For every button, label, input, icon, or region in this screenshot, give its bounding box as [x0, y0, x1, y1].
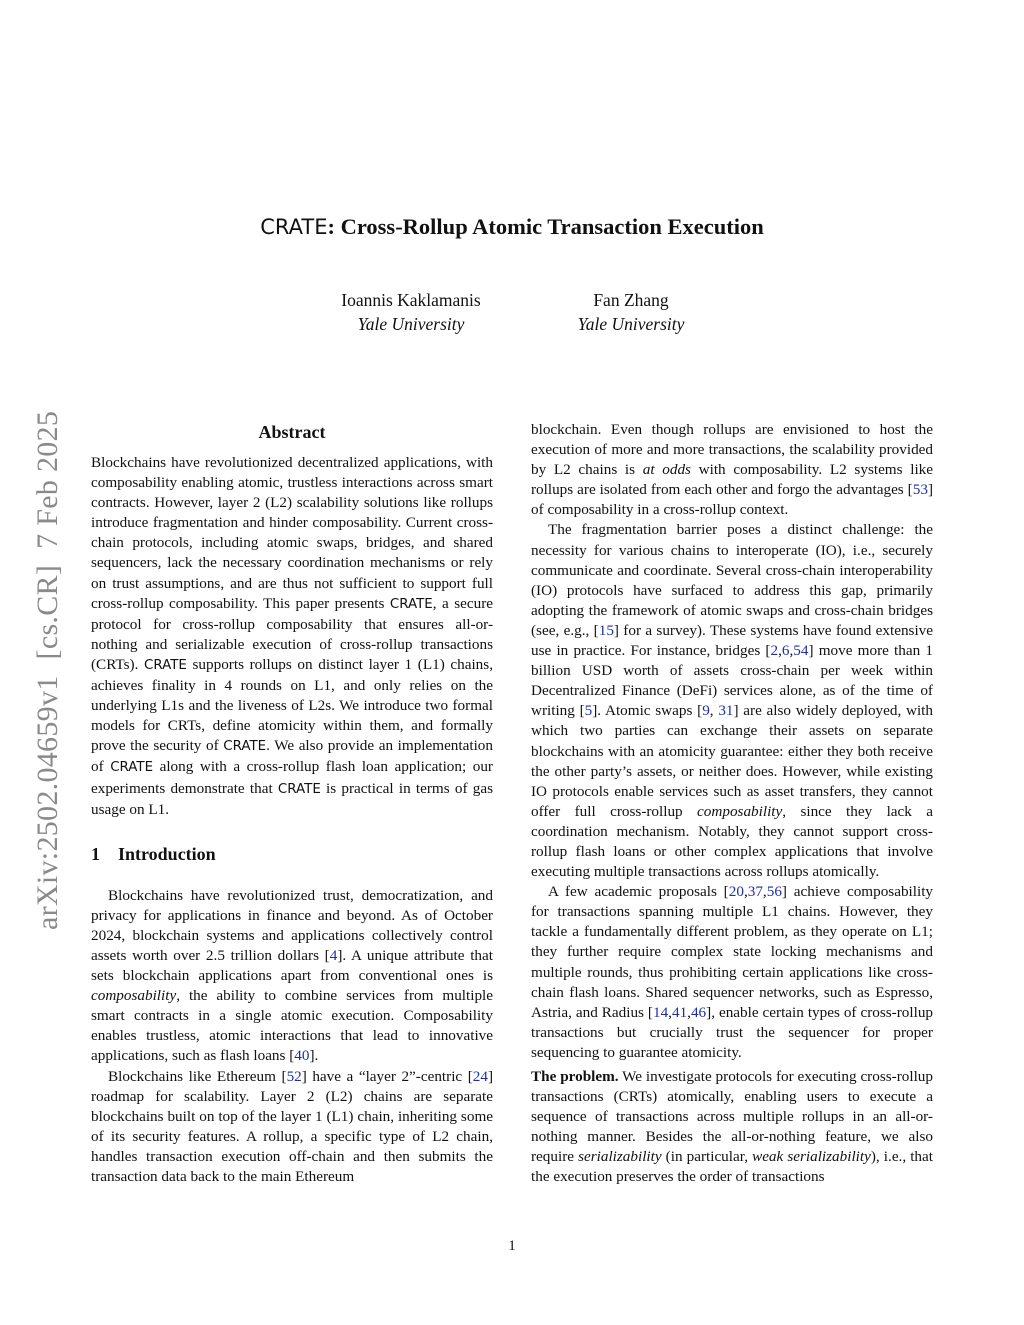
citation-link[interactable]: 14: [652, 1003, 669, 1021]
text-span: blockchain. Even though rollups are envisioned to host the execution of more and more transactions, the scalability provided by L2 chains is: [531, 421, 933, 479]
citation-link[interactable]: 24: [472, 1067, 488, 1085]
arxiv-identifier: [30, 370, 66, 930]
citation-link[interactable]: 37: [747, 883, 763, 901]
text-span: The fragmentation barrier poses a distinct challenge: the necessity for various chains to interoperate (IO), i.e., securely communicate and coordinate. Several cross-chain interoperability (IO) protocols have surfaced to address this gap, primarily adopting the framework of atomic swaps and cross-chain bridges (see, e.g., [: [531, 521, 933, 639]
author-affiliation: Yale University: [357, 314, 465, 334]
text-span: with composability. L2 systems like rollups are isolated from each other and forgo the advantages [: [531, 461, 933, 499]
system-name: CRATE: [223, 739, 267, 755]
emphasis: at odds: [642, 461, 691, 479]
abstract-span: supports rollups on distinct layer 1 (L1) chains, achieves finality in 4 rounds on L1, and only relies on the underlying L1s and the liveness of L2s. We introduce two formal models for CRTs, define atomicity within them, and formally prove the security of: [91, 655, 493, 755]
citation-link[interactable]: 46: [690, 1003, 707, 1021]
abstract-span: along with a cross-rollup flash loan application; our experiments demonstrate that: [91, 758, 493, 797]
citation-link[interactable]: 6: [781, 642, 790, 660]
intro-paragraph-problem: [531, 1067, 933, 1188]
title-rest: : Cross-Rollup Atomic Transaction Execution: [327, 214, 764, 239]
text-span: ] roadmap for scalability. Layer 2 (L2) chains are separate blockchains built on top of the layer 1 (L1) chain, inheriting some of its security features. A rollup, a specific type of L2 chain, handles transaction execution off-chain and then submits the transaction data back to the main Ethereum: [91, 1067, 494, 1185]
text-span: ] for a survey). These systems have found extensive use in practice. For instance, bridges [: [531, 621, 934, 660]
section-number: 1: [91, 843, 100, 864]
intro-paragraph-2-continued: [531, 420, 933, 520]
arxiv-id: arXiv:2502.04659v1: [31, 675, 64, 930]
arxiv-date: 7 Feb 2025: [31, 410, 64, 549]
system-name: CRATE: [277, 781, 321, 797]
citation-link[interactable]: 4: [329, 946, 338, 964]
text-span: We investigate protocols for executing cross-rollup transactions (CRTs) atomically, enabling users to execute a sequence of transactions across multiple rollups in an all-or-nothing manner. Besides the all-or-nothing feature, we also require: [531, 1068, 933, 1166]
text-span: ] have a “layer 2”-centric [: [301, 1067, 473, 1085]
citation-link[interactable]: 41: [671, 1003, 688, 1021]
system-name: CRATE: [389, 596, 433, 612]
text-span: Blockchains like Ethereum [: [108, 1067, 287, 1085]
text-span: ].: [309, 1047, 319, 1065]
author-name: Ioannis Kaklamanis: [341, 290, 481, 310]
section-heading-introduction: [91, 842, 493, 866]
system-name: CRATE: [144, 657, 187, 673]
text-span: (in particular,: [661, 1148, 753, 1166]
author-name: Fan Zhang: [593, 290, 669, 310]
title-system-name: CRATE: [260, 215, 328, 239]
abstract-heading: Abstract: [258, 422, 326, 442]
abstract-text: [91, 453, 493, 820]
citation-link[interactable]: 31: [718, 702, 734, 720]
arxiv-category: [cs.CR]: [31, 564, 64, 660]
citation-link[interactable]: 52: [286, 1067, 302, 1085]
emphasis: serializability: [578, 1148, 662, 1166]
citation-link[interactable]: 40: [294, 1047, 310, 1065]
text-span: ]. A unique attribute that sets blockchain applications apart from conventional ones is: [91, 946, 493, 985]
text-span: ] of composability in a cross-rollup context.: [531, 481, 933, 519]
author-block: [291, 288, 531, 336]
citation-link[interactable]: 54: [793, 642, 809, 660]
right-column: [531, 420, 933, 1188]
citation-link[interactable]: 20: [728, 883, 744, 901]
page-number: 1: [508, 1238, 516, 1254]
text-span: ], enable certain types of cross-rollup transactions but crucially trust the sequencer for proper sequencing to guarantee atomicity.: [531, 1003, 934, 1061]
text-span: , since they lack a coordination mechanism. Notably, they cannot support cross-rollup flash loans or other complex applications that involve executing multiple transactions across rollups atomically.: [531, 802, 934, 881]
paper-title: [0, 214, 1024, 240]
author-block: [511, 288, 751, 336]
emphasis: weak serializability: [752, 1148, 871, 1166]
citation-link[interactable]: 2: [770, 642, 779, 660]
system-name: CRATE: [110, 760, 154, 776]
text-span: ), i.e., that the execution preserves the order of transactions: [531, 1148, 933, 1186]
text-span: ] move more than 1 billion USD worth of assets cross-chain per week within Decentralized Finance (DeFi) services alone, as of the time of writing [: [531, 642, 933, 720]
abstract-span: Blockchains have revolutionized decentralized applications, with composability enabling atomic, trustless interactions across smart contracts. However, layer 2 (L2) scalability solutions like rollups introduce fragmentation and hinder composability. Current cross-chain protocols, including atomic swaps, bridges, and shared sequencers, lack the necessary coordination mechanisms or rely on trust assumptions, and are thus not sufficient to support full cross-rollup composability. This paper presents: [91, 454, 493, 612]
text-span: ]. Atomic swaps [: [592, 702, 703, 720]
citation-link[interactable]: 15: [598, 621, 614, 639]
abstract-span: , a secure protocol for cross-rollup composability that ensures all-or-nothing and serializable execution of cross-rollup transactions (CRTs).: [91, 594, 493, 673]
text-span: Blockchains have revolutionized trust, democratization, and privacy for applications in finance and beyond. As of October 2024, blockchain systems and applications collectively control assets worth over 2.5 trillion dollars [: [91, 886, 493, 964]
paragraph-lead: The problem.: [531, 1068, 619, 1085]
author-affiliation: Yale University: [577, 314, 685, 334]
text-span: ] are also widely deployed, with which two parties can exchange their assets on separate blockchains with an atomicity guarantee: either they both receive the other party’s assets, or neither does. However, while existing IO protocols enable services such as asset transfers, they cannot offer full cross-rollup: [531, 702, 933, 820]
abstract-span: . We also provide an implementation of: [91, 737, 493, 776]
citation-link[interactable]: 53: [912, 481, 928, 499]
intro-paragraph-2: [91, 1067, 493, 1188]
intro-paragraph-3: The fragmentation barrier poses a distinct challenge: the necessity for various chains to interoperate (IO), i.e., securely communicate and coordinate. Several cross-chain interoperability (IO) protocols have surfaced to address this gap, primarily adopting the framework of atomic swaps and cross-chain bridges (see, e.g., [15] for a survey). These systems have found extensive use in practice. For instance, bridges [2,6,54] move more than 1 billion USD worth of assets cross-chain per week within Decentralized Finance (DeFi) services alone, as of the time of writing [5]. Atomic swaps [9, 31] are also widely deployed, with which two parties can exchange their assets on separate blockchains with an atomicity guarantee: either they both receive the other party’s assets, or neither does. However, while existing IO protocols enable services such as asset transfers, they cannot offer full cross-rollup composability, since they lack a coordination mechanism. Notably, they cannot support cross-rollup flash loans or other complex applications that involve executing multiple transactions across rollups atomically.: [531, 521, 934, 881]
abstract-span: is practical in terms of gas usage on L1.: [91, 779, 493, 818]
text-span: , the ability to combine services from multiple smart contracts in a single atomic execution. Composability enables trustless, atomic interactions that lead to innovative applications, such as flash loans [: [91, 987, 493, 1065]
text-span: A few academic proposals [: [548, 883, 729, 901]
citation-link[interactable]: 5: [584, 702, 593, 720]
citation-link[interactable]: 9: [702, 702, 710, 720]
left-column: [91, 420, 493, 1187]
intro-paragraph-1: [91, 886, 493, 1067]
section-title: Introduction: [118, 843, 216, 864]
text-span: ] achieve composability for transactions spanning multiple L1 chains. However, they tackle a fundamentally different problem, as they operate on L1; they further require complex state locking mechanisms and multiple rounds, thus prohibiting certain applications like cross-chain flash loans. Shared sequencer networks, such as Espresso, Astria, and Radius [: [531, 883, 934, 1021]
citation-link[interactable]: 56: [766, 883, 782, 901]
intro-paragraph-4: A few academic proposals [20,37,56] achieve composability for transactions spanning multiple L1 chains. However, they tackle a fundamentally different problem, as they operate on L1; they further require complex state locking mechanisms and multiple rounds, thus prohibiting certain applications like cross-chain flash loans. Shared sequencer networks, such as Espresso, Astria, and Radius [14,41,46], enable certain types of cross-rollup transactions but crucially trust the sequencer for proper sequencing to guarantee atomicity.: [531, 883, 934, 1061]
emphasis: composability: [697, 802, 783, 820]
emphasis: composability: [91, 987, 177, 1005]
